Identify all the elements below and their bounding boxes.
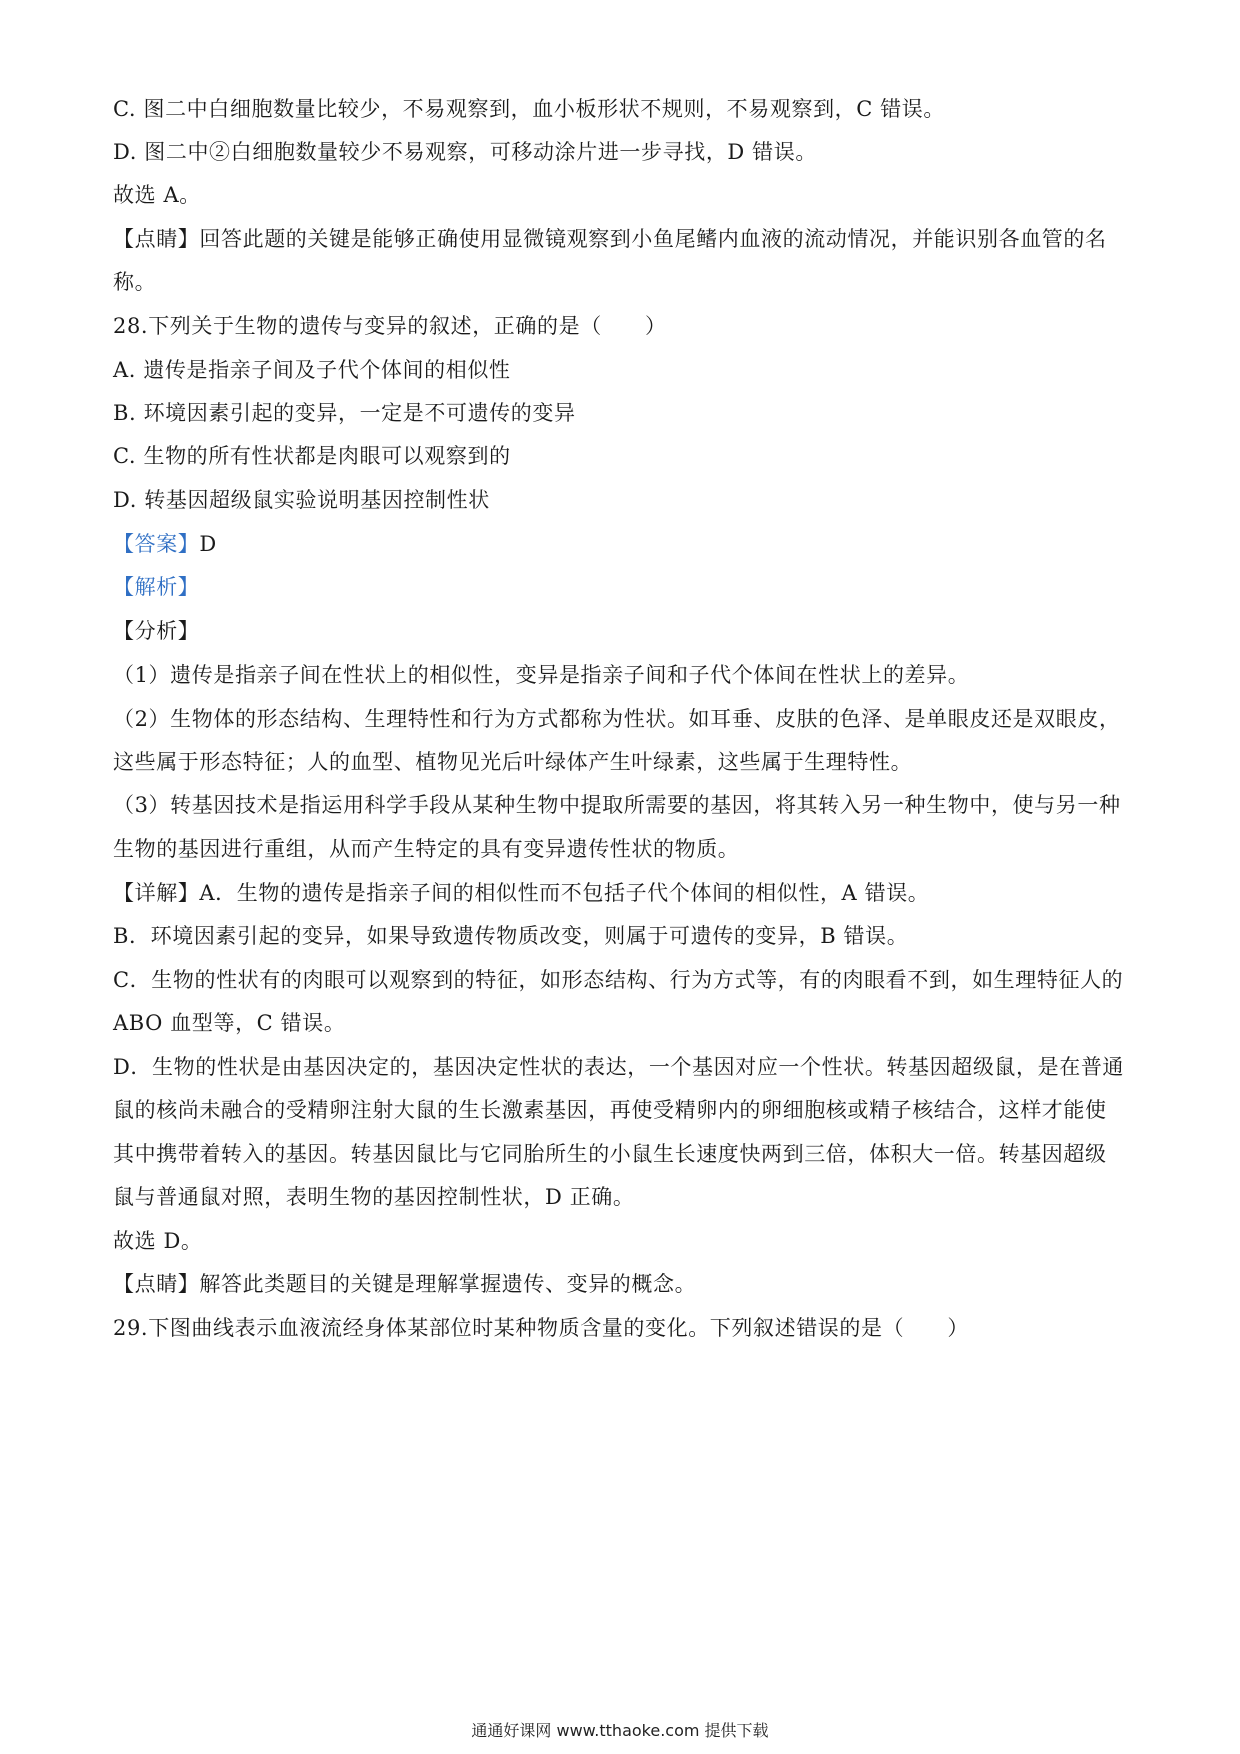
detail-b: B．环境因素引起的变异，如果导致遗传物质改变，则属于可遗传的变异，B 错误。 <box>113 924 909 948</box>
analysis-point-1: （1）遗传是指亲子间在性状上的相似性，变异是指亲子间和子代个体间在性状上的差异。 <box>113 663 970 687</box>
question-28-option-d: D. 转基因超级鼠实验说明基因控制性状 <box>113 488 490 512</box>
answer-label: 【答案】 <box>113 532 200 556</box>
detail-c-line-1: C．生物的性状有的肉眼可以观察到的特征，如形态结构、行为方式等，有的肉眼看不到，如生理特征人的 <box>113 968 1124 992</box>
key-point-28: 【点睛】解答此类题目的关键是理解掌握遗传、变异的概念。 <box>113 1272 697 1296</box>
detail-d-line-1: D．生物的性状是由基因决定的，基因决定性状的表达，一个基因对应一个性状。转基因超级鼠，是在普通 <box>113 1055 1125 1079</box>
detail-a: 【详解】A．生物的遗传是指亲子间的相似性而不包括子代个体间的相似性，A 错误。 <box>113 881 930 905</box>
option-d-explanation: D. 图二中②白细胞数量较少不易观察，可移动涂片进一步寻找，D 错误。 <box>113 140 817 164</box>
option-c-explanation: C. 图二中白细胞数量比较少，不易观察到，血小板形状不规则，不易观察到，C 错误。 <box>113 97 946 121</box>
page-footer: 通通好课网 www.tthaoke.com 提供下载 <box>471 1721 769 1740</box>
question-28-option-a: A. 遗传是指亲子间及子代个体间的相似性 <box>113 358 511 382</box>
detail-d-line-4: 鼠与普通鼠对照，表明生物的基因控制性状，D 正确。 <box>113 1185 635 1209</box>
question-28-option-b: B. 环境因素引起的变异，一定是不可遗传的变异 <box>113 401 576 425</box>
question-29-stem: 29.下图曲线表示血液流经身体某部位时某种物质含量的变化。下列叙述错误的是（ ） <box>113 1316 969 1340</box>
question-28-stem: 28.下列关于生物的遗传与变异的叙述，正确的是（ ） <box>113 314 667 338</box>
detail-d-line-3: 其中携带着转入的基因。转基因鼠比与它同胎所生的小鼠生长速度快两到三倍，体积大一倍。转基因超级 <box>113 1142 1107 1166</box>
detail-c-line-2: ABO 血型等，C 错误。 <box>113 1011 346 1035</box>
analysis-heading: 【解析】 <box>113 575 200 599</box>
choice-conclusion-28: 故选 D。 <box>113 1229 203 1253</box>
key-point-line-2: 称。 <box>113 270 157 294</box>
analysis-point-3-line-2: 生物的基因进行重组，从而产生特定的具有变异遗传性状的物质。 <box>113 837 740 861</box>
choice-conclusion: 故选 A。 <box>113 183 201 207</box>
question-28-option-c: C. 生物的所有性状都是肉眼可以观察到的 <box>113 444 511 468</box>
analysis-point-3-line-1: （3）转基因技术是指运用科学手段从某种生物中提取所需要的基因，将其转入另一种生物中，使与另一种 <box>113 793 1121 817</box>
fenxi-heading: 【分析】 <box>113 619 200 643</box>
analysis-point-2-line-1: （2）生物体的形态结构、生理特性和行为方式都称为性状。如耳垂、皮肤的色泽、是单眼皮还是双眼皮， <box>113 707 1121 731</box>
answer-value: D <box>199 532 217 556</box>
answer-line <box>113 529 1128 559</box>
detail-d-line-2: 鼠的核尚未融合的受精卵注射大鼠的生长激素基因，再使受精卵内的卵细胞核或精子核结合，这样才能使 <box>113 1098 1107 1122</box>
key-point-line-1: 【点睛】回答此题的关键是能够正确使用显微镜观察到小鱼尾鳍内血液的流动情况，并能识别各血管的名 <box>113 227 1107 251</box>
analysis-point-2-line-2: 这些属于形态特征；人的血型、植物见光后叶绿体产生叶绿素，这些属于生理特性。 <box>113 750 913 774</box>
